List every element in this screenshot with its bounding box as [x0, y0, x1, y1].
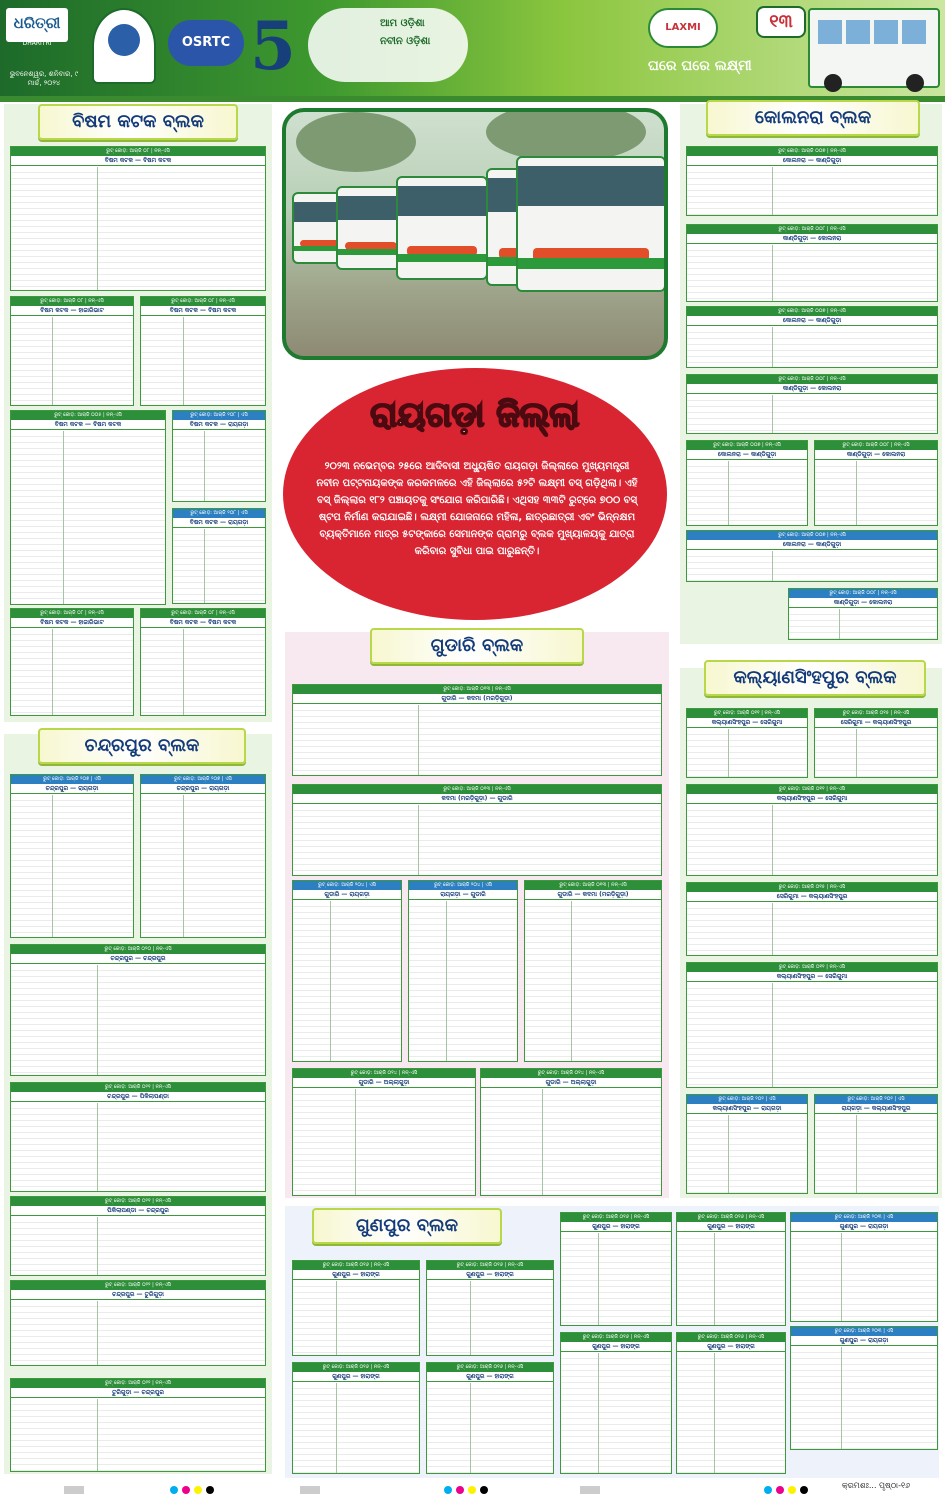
route-code: ରୁଟ୍ କୋଡ଼: ଆର୍‌ଜି ୦୧୬ | ନନ୍-ଏସି: [427, 1363, 553, 1372]
route-code: ରୁଟ୍ କୋଡ଼: ଆର୍‌ଜି ୦୦୮ | ନନ୍-ଏସି: [687, 225, 937, 234]
route-direction: ବିଷମ କଟକ — ବିଷମ କଟକ: [141, 618, 265, 628]
dateline: ଭୁବନେଶ୍ୱର, ଶନିବାର, ୯ ମାର୍ଚ୍ଚ, ୨୦୨୪: [9, 70, 79, 87]
route-table: [10, 944, 266, 1076]
route-code: ରୁଟ୍ କୋଡ଼: ଆର୍‌ଜି ୦୧୬ | ନନ୍-ଏସି: [293, 1363, 419, 1372]
route-direction: ଚନ୍ଦ୍ରପୁର — ରାୟଗଡ଼ା: [11, 784, 133, 794]
route-table: [292, 1260, 420, 1356]
route-code: ରୁଟ୍ କୋଡ଼: ଆର୍‌ଜି ୨୦୪ | ଏସି: [293, 881, 401, 890]
route-direction: ଗୁଣପୁର — ହାରାଙ୍ଗ: [427, 1372, 553, 1382]
route-table: [686, 962, 938, 1088]
route-code: ରୁଟ୍ କୋଡ଼: ଆର୍‌ଜି ୦୧୬ | ନନ୍-ଏସି: [561, 1333, 671, 1342]
route-direction: ପିକିଲାପଣ୍ଡା — ଚନ୍ଦ୍ରପୁର: [11, 1206, 265, 1216]
route-direction: କଦମା (ମରଡ଼ିଗୁଡ଼ା) — ଗୁଡାରି: [293, 794, 661, 804]
route-code: ରୁଟ୍ କୋଡ଼: ଆର୍‌ଜି ୦୦୭ | ନନ୍-ଏସି: [687, 307, 937, 316]
route-table: [10, 774, 134, 938]
route-table: [686, 146, 938, 216]
print-gray-bar: [64, 1486, 84, 1494]
route-direction: ଗୁଡାରି — ଅଲ୍ଲାଗୁଡ଼ା: [481, 1078, 661, 1088]
newspaper-logo[interactable]: ଧରିତ୍ରୀ: [6, 8, 68, 42]
route-direction: ଗୁଣପୁର — ରାୟଗଡ଼ା: [791, 1336, 937, 1346]
route-table: [686, 224, 938, 302]
route-table: [140, 296, 266, 406]
route-direction: ଗୁଡାରି — କଦମା (ମରଡ଼ିଗୁଡ଼ା): [525, 890, 661, 900]
route-direction: ଗୁଡାରି — ରାୟଗଡ଼ା: [293, 890, 401, 900]
route-table: [686, 882, 938, 956]
route-code: ରୁଟ୍ କୋଡ଼: ଆର୍‌ଜି ୦୧୪ | ନନ୍-ଏସି: [481, 1069, 661, 1078]
district-intro-text: ୨୦୨୩ ନଭେମ୍ବର ୨୫ରେ ଆଦିବାସୀ ଅଧ୍ୟୁଷିତ ରାୟଗଡ଼ା ଜିଲ୍ଲାରେ ମୁଖ୍ୟମନ୍ତ୍ରୀ ନବୀନ ପଟ୍ଟନାୟକଙ୍କ କରକମଳରେ ଏହି ଜିଲ୍ଲାରେ ୫୨ଟି ଲକ୍ଷ୍ମୀ ବସ୍ ଗଡ଼ିଥିଲା। ଏହି ବସ୍ ଜିଲ୍ଲାର ୧୮୨ ପଞ୍ଚାୟତକୁ ସଂଯୋଗ କରିପାରିଛି। ଏଥିସହ ୩୩ଟି ରୁଟ୍‌ରେ ୭୦୦ ବସ୍ ଷ୍ଟପ ନିର୍ମାଣ କରାଯାଇଛି। ଲକ୍ଷ୍ମୀ ଯୋଜନାରେ ମହିଳା, ଛାତ୍ରଛାତ୍ରୀ ଏବଂ ଭିନ୍ନକ୍ଷମ ବ୍ୟକ୍ତିମାନେ ମାତ୍ର ୫ଟଙ୍କାରେ ସେମାନଙ୍କ ଗ୍ରାମରୁ ବ୍ଲକ ମୁଖ୍ୟାଳୟକୁ ଯାତ୍ରା କରିବାର ସୁବିଧା ପାଇ ପାରୁଛନ୍ତି।: [316, 461, 638, 557]
route-table: [524, 880, 662, 1062]
route-direction: ଗୁଣପୁର — ହାରାଙ୍ଗ: [677, 1342, 785, 1352]
route-code: ରୁଟ୍ କୋଡ଼: ଆର୍‌ଜି ୦୧୩ | ନନ୍-ଏସି: [293, 685, 661, 694]
route-table: [10, 1082, 266, 1192]
route-table: [292, 1068, 476, 1196]
route-table: [10, 146, 266, 291]
route-direction: ଗୁଣପୁର — ରାୟଗଡ଼ା: [791, 1222, 937, 1232]
route-table: [172, 508, 266, 604]
registration-dot: [788, 1486, 796, 1494]
route-code: ରୁଟ୍ କୋଡ଼: ଆର୍‌ଜି ୦୧୫ | ନନ୍-ଏସି: [687, 883, 937, 892]
registration-dot: [206, 1486, 214, 1494]
route-table: [686, 440, 808, 526]
route-table: [408, 880, 518, 1062]
laxmi-logo: LAXMI: [648, 8, 718, 48]
route-table: [426, 1260, 554, 1356]
route-table: [790, 1212, 938, 1322]
route-table: [814, 440, 938, 526]
route-table: [140, 608, 266, 716]
route-direction: ଗୁଣପୁର — ହାରାଙ୍ଗ: [561, 1342, 671, 1352]
route-code: ରୁଟ୍ କୋଡ଼: ଆର୍‌ଜି ୦୮ | ନନ୍-ଏସି: [11, 609, 133, 618]
route-table: [10, 1280, 266, 1366]
route-table: [140, 774, 266, 938]
route-direction: କୋଲନରା — କାଣ୍ଡିଗୁଡ଼ା: [687, 316, 937, 326]
route-direction: ବିଷମ କଟକ — ବିଷମ କଟକ: [141, 306, 265, 316]
route-table: [10, 296, 134, 406]
route-direction: କୋଲନରା — କାଣ୍ଡିଗୁଡ଼ା: [687, 156, 937, 166]
route-direction: ଗୁଣପୁର — ହାରାଙ୍ଗ: [293, 1270, 419, 1280]
route-code: ରୁଟ୍ କୋଡ଼: ଆର୍‌ଜି ୦୦୭ | ନନ୍-ଏସି: [687, 147, 937, 156]
route-direction: ବିଷମ କଟକ — ରାୟଗଡ଼ା: [173, 420, 265, 430]
route-code: ରୁଟ୍ କୋଡ଼: ଆର୍‌ଜି ୦୧୬ | ନନ୍-ଏସି: [677, 1333, 785, 1342]
route-table: [814, 1094, 938, 1194]
route-table: [788, 588, 938, 640]
route-code: ରୁଟ୍ କୋଡ଼: ଆର୍‌ଜି ୦୧୬ | ନନ୍-ଏସି: [677, 1213, 785, 1222]
route-direction: ବିଷମ କଟକ — ହାଜାରିଭାଟ: [11, 618, 133, 628]
route-code: ରୁଟ୍ କୋଡ଼: ଆର୍‌ଜି ୦୨୧ | ନନ୍-ଏସି: [11, 1197, 265, 1206]
route-direction: କାଣ୍ଡିଗୁଡ଼ା — କୋଲନରା: [789, 598, 937, 608]
registration-dot: [468, 1486, 476, 1494]
bus-image: [808, 8, 940, 88]
route-direction: ବିଷମ କଟକ — ରାୟଗଡ଼ା: [173, 518, 265, 528]
route-direction: ଗୁଣପୁର — ହାରାଙ୍ଗ: [561, 1222, 671, 1232]
route-code: ରୁଟ୍ କୋଡ଼: ଆର୍‌ଜି ୦୦୭ | ନନ୍-ଏସି: [687, 531, 937, 540]
registration-dot: [800, 1486, 808, 1494]
route-direction: କଲ୍ୟାଣସିଂହପୁର — ରାୟଗଡ଼ା: [687, 1104, 807, 1114]
route-direction: ରାୟଗଡ଼ା — କଲ୍ୟାଣସିଂହପୁର: [815, 1104, 937, 1114]
route-table: [10, 1196, 266, 1276]
block-title-kolnara: କୋଲନରା ବ୍ଲକ: [706, 100, 920, 136]
route-code: ରୁଟ୍ କୋଡ଼: ଆର୍‌ଜି ୦୧୩ | ନନ୍-ଏସି: [293, 785, 661, 794]
route-table: [686, 530, 938, 582]
odisha-govt-seal-icon: [92, 8, 156, 84]
route-code: ରୁଟ୍ କୋଡ଼: ଆର୍‌ଜି ୦୦୫ | ନନ୍-ଏସି: [11, 411, 165, 420]
route-direction: କଲ୍ୟାଣସିଂହପୁର — ସେରିଗୁମା: [687, 718, 807, 728]
route-direction: ତୁରିଗୁଡ଼ା — ଚନ୍ଦ୍ରପୁର: [11, 1388, 265, 1398]
route-table: [292, 880, 402, 1062]
route-code: ରୁଟ୍ କୋଡ଼: ଆର୍‌ଜି ୦୧୧ | ନନ୍-ଏସି: [687, 709, 807, 718]
route-table: [292, 1362, 420, 1474]
route-code: ରୁଟ୍ କୋଡ଼: ଆର୍‌ଜି ୦୮ | ନନ୍-ଏସି: [11, 147, 265, 156]
route-direction: କାଣ୍ଡିଗୁଡ଼ା — କୋଲନରା: [687, 234, 937, 244]
route-direction: କଲ୍ୟାଣସିଂହପୁର — ସେରିଗୁମା: [687, 794, 937, 804]
route-code: ରୁଟ୍ କୋଡ଼: ଆର୍‌ଜି ୦୨୧ | ନନ୍-ଏସି: [11, 1083, 265, 1092]
route-code: ରୁଟ୍ କୋଡ଼: ଆର୍‌ଜି ୦୧୧ | ନନ୍-ଏସି: [687, 963, 937, 972]
block-title-gudari: ଗୁଡାରି ବ୍ଲକ: [370, 628, 584, 664]
route-table: [426, 1362, 554, 1474]
newspaper-logo-sub: DHARITRI: [22, 40, 52, 47]
route-code: ରୁଟ୍ କୋଡ଼: ଆର୍‌ଜି ୨୦୩ | ଏସି: [791, 1213, 937, 1222]
route-table: [686, 708, 808, 778]
route-code: ରୁଟ୍ କୋଡ଼: ଆର୍‌ଜି ୦୨୦ | ନନ୍-ଏସି: [11, 945, 265, 954]
route-code: ରୁଟ୍ କୋଡ଼: ଆର୍‌ଜି ୦୨୨ | ନନ୍-ଏସି: [11, 1281, 265, 1290]
route-direction: ଚନ୍ଦ୍ରପୁର — ତୁରିଗୁଡ଼ା: [11, 1290, 265, 1300]
route-table: [10, 410, 166, 605]
route-direction: କାଣ୍ଡିଗୁଡ଼ା — କୋଲନରା: [815, 450, 937, 460]
block-title-bishama: ବିଷମ କଟକ ବ୍ଲକ: [38, 104, 238, 140]
five-t-logo: 5: [250, 7, 296, 85]
route-table: [10, 608, 134, 716]
route-direction: କାଣ୍ଡିଗୁଡ଼ା — କୋଲନରା: [687, 384, 937, 394]
route-code: ରୁଟ୍ କୋଡ଼: ଆର୍‌ଜି ୨୦୭ | ଏସି: [141, 775, 265, 784]
route-code: ରୁଟ୍ କୋଡ଼: ଆର୍‌ଜି ୦୨୨ | ନନ୍-ଏସି: [11, 1379, 265, 1388]
route-direction: ବିଷମ କଟକ — ହାଜାରିଭାଟ: [11, 306, 133, 316]
route-direction: ଚନ୍ଦ୍ରପୁର — ପିକିଲାପଣ୍ଡା: [11, 1092, 265, 1102]
route-direction: ଗୁଡାରି — ଅଲ୍ଲାଗୁଡ଼ା: [293, 1078, 475, 1088]
route-table: [172, 410, 266, 502]
route-code: ରୁଟ୍ କୋଡ଼: ଆର୍‌ଜି ୨୦୮ | ଏସି: [173, 509, 265, 518]
registration-dot: [182, 1486, 190, 1494]
route-direction: ବିଷମ କଟକ — ବିଷମ କଟକ: [11, 420, 165, 430]
route-direction: ରାୟଗଡ଼ା — ଗୁଡାରି: [409, 890, 517, 900]
registration-dot: [764, 1486, 772, 1494]
route-table: [10, 1378, 266, 1472]
route-direction: ଗୁଣପୁର — ହାରାଙ୍ଗ: [677, 1222, 785, 1232]
route-table: [480, 1068, 662, 1196]
route-code: ରୁଟ୍ କୋଡ଼: ଆର୍‌ଜି ୦୮ | ନନ୍-ଏସି: [141, 297, 265, 306]
route-code: ରୁଟ୍ କୋଡ଼: ଆର୍‌ଜି ୨୦୩ | ଏସି: [791, 1327, 937, 1336]
route-table: [676, 1332, 786, 1474]
route-code: ରୁଟ୍ କୋଡ଼: ଆର୍‌ଜି ୦୮ | ନନ୍-ଏସି: [141, 609, 265, 618]
district-title: ରାୟଗଡ଼ା ଜିଲ୍ଲା: [370, 395, 580, 435]
route-code: ରୁଟ୍ କୋଡ଼: ଆର୍‌ଜି ୦୦୭ | ନନ୍-ଏସି: [687, 441, 807, 450]
bus-fleet-photo: [282, 108, 668, 360]
osrtc-logo: OSRTC: [168, 20, 244, 66]
registration-dot: [480, 1486, 488, 1494]
route-direction: ବିଷମ କଟକ — ବିଷମ କଟକ: [11, 156, 265, 166]
route-code: ରୁଟ୍ କୋଡ଼: ଆର୍‌ଜି ୦୧୬ | ନନ୍-ଏସି: [293, 1261, 419, 1270]
route-direction: ଗୁଣପୁର — ହାରାଙ୍ଗ: [427, 1270, 553, 1280]
route-code: ରୁଟ୍ କୋଡ଼: ଆର୍‌ଜି ୦୧୩ | ନନ୍-ଏସି: [525, 881, 661, 890]
route-code: ରୁଟ୍ କୋଡ଼: ଆର୍‌ଜି ୦୦୮ | ନନ୍-ଏସି: [687, 375, 937, 384]
route-table: [686, 784, 938, 876]
registration-dot: [444, 1486, 452, 1494]
laxmi-slogan: ଘରେ ଘରେ ଲକ୍ଷ୍ମୀ: [648, 58, 752, 74]
route-code: ରୁଟ୍ କୋଡ଼: ଆର୍‌ଜି ୦୧୬ | ନନ୍-ଏସି: [561, 1213, 671, 1222]
route-table: [560, 1332, 672, 1474]
route-direction: ଚନ୍ଦ୍ରପୁର — ଚନ୍ଦ୍ରପୁର: [11, 954, 265, 964]
route-table: [686, 374, 938, 434]
route-code: ରୁଟ୍ କୋଡ଼: ଆର୍‌ଜି ୦୦୮ | ନନ୍-ଏସି: [789, 589, 937, 598]
block-title-gunupur: ଗୁଣପୁର ବ୍ଲକ: [312, 1208, 502, 1244]
route-direction: କୋଲନରା — କାଣ୍ଡିଗୁଡ଼ା: [687, 450, 807, 460]
route-table: [560, 1212, 672, 1326]
route-direction: ଗୁଡାରି — କଦମା (ମରଡ଼ିଗୁଡ଼ା): [293, 694, 661, 704]
route-code: ରୁଟ୍ କୋଡ଼: ଆର୍‌ଜି ୦୧୧ | ନନ୍-ଏସି: [687, 785, 937, 794]
route-table: [292, 784, 662, 876]
print-gray-bar: [300, 1486, 320, 1494]
registration-dot: [194, 1486, 202, 1494]
block-title-kalyansinghpur: କଲ୍ୟାଣସିଂହପୁର ବ୍ଲକ: [704, 660, 926, 696]
ama-odisha-line1: ଆମ ଓଡ଼ିଶା: [380, 18, 425, 29]
route-direction: ଗୁଣପୁର — ହାରାଙ୍ଗ: [293, 1372, 419, 1382]
block-title-chandrapur: ଚନ୍ଦ୍ରପୁର ବ୍ଲକ: [38, 728, 246, 764]
registration-dot: [456, 1486, 464, 1494]
route-table: [676, 1212, 786, 1326]
route-table: [292, 684, 662, 776]
route-code: ରୁଟ୍ କୋଡ଼: ଆର୍‌ଜି ୦୧୫ | ନନ୍-ଏସି: [815, 709, 937, 718]
route-code: ରୁଟ୍ କୋଡ଼: ଆର୍‌ଜି ୦୧୪ | ନନ୍-ଏସି: [293, 1069, 475, 1078]
route-code: ରୁଟ୍ କୋଡ଼: ଆର୍‌ଜି ୦୦୮ | ନନ୍-ଏସି: [815, 441, 937, 450]
route-code: ରୁଟ୍ କୋଡ଼: ଆର୍‌ଜି ୨୦୨ | ଏସି: [815, 1095, 937, 1104]
continued-note: କ୍ରମଶଃ... ପୃଷ୍ଠା-୧୬: [812, 1478, 940, 1494]
route-code: ରୁଟ୍ କୋଡ଼: ଆର୍‌ଜି ୨୦୮ | ଏସି: [173, 411, 265, 420]
route-code: ରୁଟ୍ କୋଡ଼: ଆର୍‌ଜି ୨୦୨ | ଏସି: [687, 1095, 807, 1104]
route-direction: କୋଲନରା — କାଣ୍ଡିଗୁଡ଼ା: [687, 540, 937, 550]
page-number: ୧୩: [756, 6, 806, 38]
route-direction: ଚନ୍ଦ୍ରପୁର — ରାୟଗଡ଼ା: [141, 784, 265, 794]
route-code: ରୁଟ୍ କୋଡ଼: ଆର୍‌ଜି ୨୦୪ | ଏସି: [409, 881, 517, 890]
route-direction: ସେରିଗୁମା — କଲ୍ୟାଣସିଂହପୁର: [687, 892, 937, 902]
registration-dot: [776, 1486, 784, 1494]
route-table: [686, 306, 938, 368]
route-table: [686, 1094, 808, 1194]
route-code: ରୁଟ୍ କୋଡ଼: ଆର୍‌ଜି ୨୦୭ | ଏସି: [11, 775, 133, 784]
route-direction: ସେରିଗୁମା — କଲ୍ୟାଣସିଂହପୁର: [815, 718, 937, 728]
route-table: [814, 708, 938, 778]
route-code: ରୁଟ୍ କୋଡ଼: ଆର୍‌ଜି ୦୮ | ନନ୍-ଏସି: [11, 297, 133, 306]
route-direction: କଲ୍ୟାଣସିଂହପୁର — ସେରିଗୁମା: [687, 972, 937, 982]
print-gray-bar: [580, 1486, 600, 1494]
route-code: ରୁଟ୍ କୋଡ଼: ଆର୍‌ଜି ୦୧୬ | ନନ୍-ଏସି: [427, 1261, 553, 1270]
ama-odisha-line2: ନବୀନ ଓଡ଼ିଶା: [380, 36, 431, 47]
registration-dot: [170, 1486, 178, 1494]
route-table: [790, 1326, 938, 1450]
